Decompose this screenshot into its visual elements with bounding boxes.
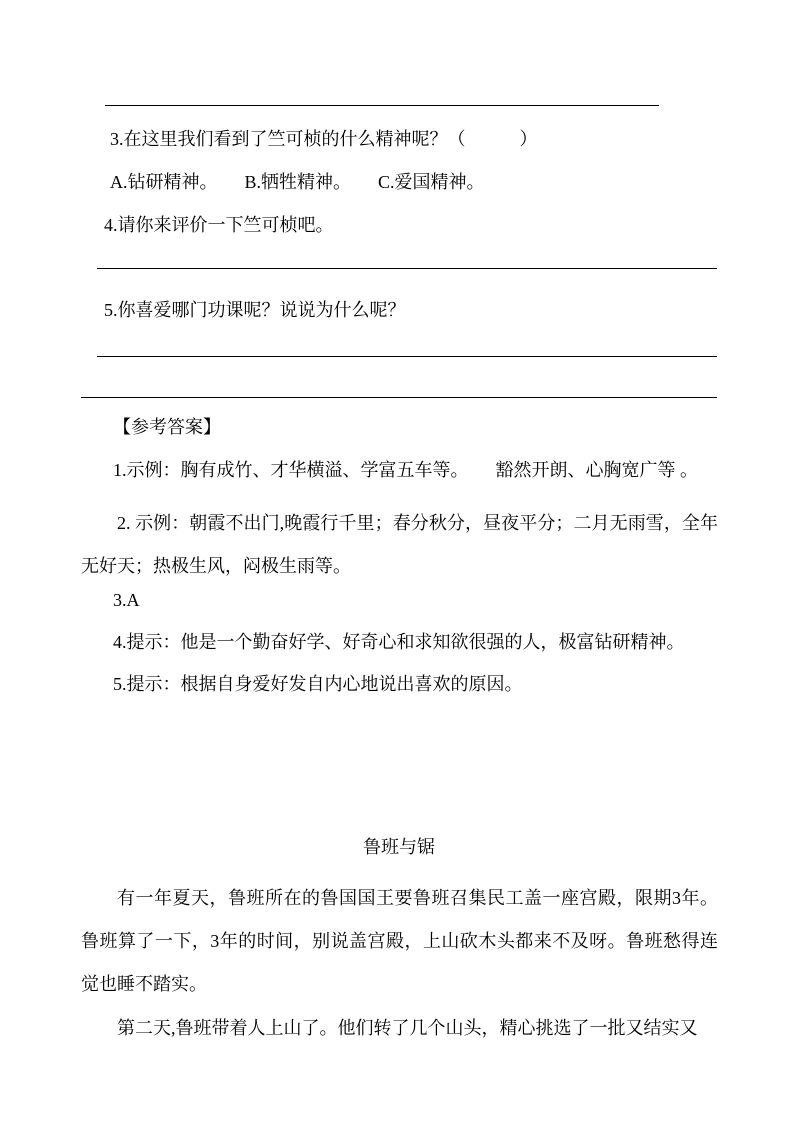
reference-answers-title: 【参考答案】	[113, 417, 221, 437]
reference-answer-item: 3.A	[113, 590, 140, 610]
story-paragraph: 有一年夏天，鲁班所在的鲁国国王要鲁班召集民工盖一座宫殿，限期3年。鲁班算了一下，3年的时间，别说盖宫殿，上山砍木头都来不及呀。鲁班愁得连觉也睡不踏实。	[81, 888, 718, 994]
answer-blank-line	[97, 356, 717, 357]
question-5: 5.你喜爱哪门功课呢？说说为什么呢？	[104, 300, 406, 320]
question-3: 3.在这里我们看到了竺可桢的什么精神呢？（ ）	[110, 129, 538, 149]
story-paragraph: 第二天,鲁班带着人上山了。他们转了几个山头，精心挑选了一批又结实又	[117, 1018, 698, 1038]
reference-answer-item: 5.提示：根据自身爱好发自内心地说出喜欢的原因。	[113, 674, 523, 694]
question-4: 4.请你来评价一下竺可桢吧。	[104, 215, 334, 235]
reference-answer-item: 1.示例：胸有成竹、才华横溢、学富五车等。 豁然开朗、心胸宽广等 。	[113, 460, 698, 480]
story-title: 鲁班与锯	[363, 837, 435, 857]
reference-answer-item: 4.提示：他是一个勤奋好学、好奇心和求知欲很强的人，极富钻研精神。	[113, 632, 685, 652]
question-3-options: A.钻研精神。 B.牺牲精神。 C.爱国精神。	[110, 172, 485, 192]
section-separator-line	[81, 397, 717, 398]
reference-answer-item: 2. 示例：朝霞不出门,晚霞行千里；春分秋分，昼夜平分；二月无雨雪，全年无好天；热极生风，闷极生雨等。	[81, 513, 718, 576]
answer-blank-line	[105, 105, 659, 106]
answer-blank-line	[97, 268, 717, 269]
